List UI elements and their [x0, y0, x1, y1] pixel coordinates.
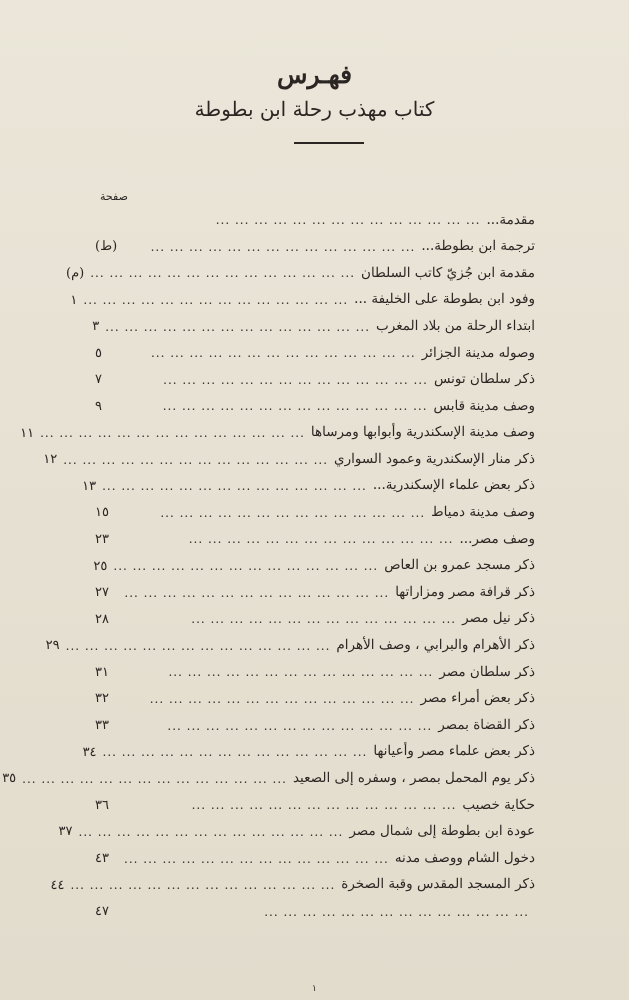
toc-entry [95, 526, 535, 553]
page-column-label: صفحة [100, 190, 128, 203]
toc-entry-title: وصوله مدينة الجزائر [421, 344, 535, 361]
toc-entry-page: ١٣ [82, 478, 97, 494]
dot-leader: ... ... ... ... ... ... ... ... ... ... ... ... ... ... [102, 745, 368, 760]
dot-leader: ... ... ... ... ... ... ... ... ... ... ... ... ... ... [124, 585, 390, 600]
toc-entry-title: ذكر قرافة مصر ومزاراتها [395, 583, 535, 600]
toc-entry-page: (ط) [95, 239, 118, 255]
toc-entry [58, 819, 535, 846]
dot-leader: ... ... ... ... ... ... ... ... ... ... ... ... ... ... [167, 718, 433, 733]
dot-leader: ... ... ... ... ... ... ... ... ... ... ... ... ... ... [215, 213, 481, 228]
toc-entry [43, 446, 535, 473]
toc-entry-title: ذكر المسجد المقدس وقبة الصخرة [341, 876, 535, 893]
toc-entry-title: ابتداء الرحلة من بلاد المغرب [376, 317, 535, 334]
toc-entry [95, 500, 535, 527]
book-title: كتاب مهذب رحلة ابن بطوطة [194, 97, 435, 121]
toc-entry [95, 845, 535, 872]
toc-entry-page: ٣٦ [95, 797, 109, 813]
toc-entry-page: ٣٧ [58, 824, 73, 840]
toc-entry [95, 367, 535, 394]
toc-entry-title: ذكر سلطان مصر [439, 663, 535, 680]
toc-entry-title: عودة ابن بطوطة إلى شمال مصر [349, 823, 535, 840]
toc-entry-page: ١٢ [43, 452, 58, 468]
toc-entry [82, 473, 535, 500]
toc-entry [95, 659, 535, 686]
toc-entry-title: ذكر يوم المحمل بمصر ، وسفره إلى الصعيد [292, 770, 535, 787]
toc-entry-title: وصف مدينة دمياط [431, 504, 535, 521]
toc-entry-title: ذكر بعض أمراء مصر [420, 690, 535, 707]
dot-leader: ... ... ... ... ... ... ... ... ... ... ... ... ... ... [70, 878, 336, 893]
dot-leader: ... ... ... ... ... ... ... ... ... ... ... ... ... ... [191, 798, 457, 813]
toc-entry-title: ترجمة ابن بطوطة... [421, 238, 535, 255]
toc-entry [95, 207, 535, 234]
dot-leader: ... ... ... ... ... ... ... ... ... ... ... ... ... ... [63, 452, 329, 467]
dot-leader: ... ... ... ... ... ... ... ... ... ... ... ... ... ... [168, 665, 434, 680]
toc-entry [45, 633, 535, 660]
toc-entry [95, 553, 535, 580]
toc-entry [95, 686, 535, 713]
dot-leader: ... ... ... ... ... ... ... ... ... ... ... ... ... ... [188, 532, 454, 547]
page-number-mark: ١ [312, 984, 317, 994]
dot-leader: ... ... ... ... ... ... ... ... ... ... ... ... ... ... [162, 399, 428, 414]
dot-leader: ... ... ... ... ... ... ... ... ... ... ... ... ... ... [105, 319, 371, 334]
toc-entry [95, 340, 535, 367]
toc-entry-page: ٥ [95, 345, 102, 361]
toc-entry-title: ذكر مسجد عمرو بن العاص [384, 557, 535, 574]
dot-leader: ... ... ... ... ... ... ... ... ... ... ... ... ... ... [65, 638, 331, 653]
toc-entry-page: ٤٣ [95, 851, 109, 867]
toc-entry-page: ٧ [95, 372, 102, 388]
dot-leader: ... ... ... ... ... ... ... ... ... ... ... ... ... ... [150, 239, 416, 254]
toc-entry [95, 579, 535, 606]
dot-leader: ... ... ... ... ... ... ... ... ... ... ... ... ... ... [150, 346, 416, 361]
toc-entry-page: ٣١ [95, 664, 109, 680]
toc-entry-title: ذكر بعض علماء مصر وأعيانها [373, 743, 535, 760]
toc-entry-title: ذكر الأهرام والبرابي ، وصف الأهرام [336, 637, 535, 654]
dot-leader: ... ... ... ... ... ... ... ... ... ... ... ... ... ... [149, 691, 415, 706]
toc-entry [2, 765, 535, 792]
toc-entry [95, 712, 535, 739]
toc-entry-page: ١٥ [95, 505, 109, 521]
toc-entry-page: ٢٩ [45, 638, 60, 654]
toc-entry [66, 260, 535, 287]
toc-entry-title: ذكر سلطان تونس [433, 371, 535, 388]
toc-entry [95, 792, 535, 819]
toc-entry-title: مقدمة... [486, 211, 535, 228]
toc-entry-title: حكاية خصيب [462, 796, 535, 813]
toc-entry-title: وفود ابن بطوطة على الخليفة ... [354, 291, 535, 308]
toc-entry-page: ١ [70, 292, 78, 308]
dot-leader: ... ... ... ... ... ... ... ... ... ... ... ... ... ... [264, 904, 529, 919]
toc-entry-title: ذكر نيل مصر [462, 610, 535, 627]
toc-entry-page: ٤٤ [50, 877, 65, 893]
toc-entry-page: ٣ [92, 319, 100, 335]
toc-entry [50, 872, 535, 899]
toc-entry [95, 234, 535, 261]
toc-entry-page: ٤٧ [95, 904, 109, 920]
toc-entry [92, 313, 535, 340]
dot-leader: ... ... ... ... ... ... ... ... ... ... ... ... ... ... [78, 824, 344, 839]
toc-entry-title: وصف مدينة الإسكندرية وأبوابها ومرساها [310, 424, 535, 441]
toc-entry [95, 393, 535, 420]
toc-entry-page: ٩ [95, 398, 102, 414]
toc-entry-page: ١١ [20, 425, 35, 441]
dot-leader: ... ... ... ... ... ... ... ... ... ... ... ... ... ... [113, 559, 379, 574]
toc-entry [95, 606, 535, 633]
toc-entry-title: ذكر بعض علماء الإسكندرية... [372, 477, 535, 494]
toc-entry-page: ٢٣ [95, 531, 109, 547]
table-of-contents [2, 207, 535, 925]
toc-entry-title: ذكر القضاة بمصر [438, 716, 535, 733]
toc-entry-page: ٣٢ [95, 691, 109, 707]
dot-leader: ... ... ... ... ... ... ... ... ... ... ... ... ... ... [22, 771, 287, 786]
toc-entry-title: مقدمة ابن جُزيّ كاتب السلطان [361, 264, 535, 281]
toc-entry-page: ٣٥ [2, 771, 17, 787]
page-title: فهـرس [276, 60, 353, 89]
dot-leader: ... ... ... ... ... ... ... ... ... ... ... ... ... ... [124, 851, 389, 866]
toc-entry-page: (م) [66, 265, 85, 281]
dot-leader: ... ... ... ... ... ... ... ... ... ... ... ... ... ... [163, 372, 428, 387]
toc-entry [95, 898, 535, 925]
toc-entry-title: دخول الشام ووصف مدنه [394, 849, 535, 866]
toc-entry-page: ٣٣ [95, 718, 109, 734]
dot-leader: ... ... ... ... ... ... ... ... ... ... ... ... ... ... [160, 505, 426, 520]
dot-leader: ... ... ... ... ... ... ... ... ... ... ... ... ... ... [40, 426, 305, 441]
toc-entry [20, 420, 535, 447]
dot-leader: ... ... ... ... ... ... ... ... ... ... ... ... ... ... [191, 612, 457, 627]
dot-leader: ... ... ... ... ... ... ... ... ... ... ... ... ... ... [102, 479, 367, 494]
toc-entry-title: وصف مدينة قابس [433, 397, 535, 414]
toc-entry [70, 287, 535, 314]
toc-entry [82, 739, 535, 766]
toc-entry-page: ٢٨ [95, 611, 109, 627]
title-divider [294, 142, 364, 144]
toc-entry-title: ذكر منار الإسكندرية وعمود السواري [334, 450, 535, 467]
toc-entry-page: ٢٧ [95, 585, 109, 601]
toc-entry-page: ٣٤ [82, 744, 97, 760]
dot-leader: ... ... ... ... ... ... ... ... ... ... ... ... ... ... [90, 266, 356, 281]
toc-entry-page: ٢٥ [93, 558, 108, 574]
dot-leader: ... ... ... ... ... ... ... ... ... ... ... ... ... ... [83, 293, 349, 308]
toc-entry-title: وصف مصر... [459, 530, 535, 547]
